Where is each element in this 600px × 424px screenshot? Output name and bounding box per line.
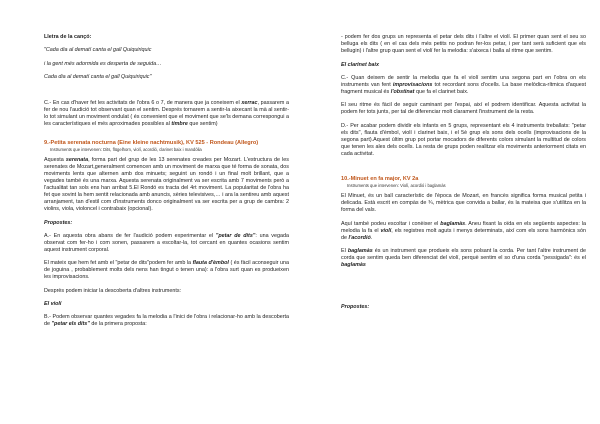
text-run: tot recordant sons d'ocells. La base melòdica-rítmica d'aquest fragment musical és xyxy=(341,81,586,95)
lyrics-line: i la gent més adormida es desperta de seguida… xyxy=(44,60,162,67)
text-run: C.- Quan deixem de sentir la melodia que fa el violí sentim una segona part en l'obra on els instruments van fent xyxy=(341,74,586,88)
term-petar-de-dits: "petar de dits" xyxy=(215,232,256,239)
term-obstinat: l'obstinat xyxy=(390,88,415,95)
lyrics-title: Lletra de la cançó: xyxy=(44,34,92,40)
bass-clarinet-label: El clarinet baix xyxy=(341,61,380,68)
term-baglamas: baglamàs xyxy=(341,262,366,269)
term-baglamas: baglamàs xyxy=(347,248,373,255)
flute-paragraph xyxy=(44,260,289,281)
text-run: de la primera proposta: xyxy=(89,321,147,328)
section-10-heading: 10.-Minuet en fa major, KV 2a xyxy=(341,176,419,182)
text-run: . Aneu fixant la oïda en els següents aspectes: la melodia la fa el xyxy=(341,220,586,234)
text-run: Aquesta xyxy=(44,157,66,164)
section-9-heading: 9.-Petita serenata nocturna (Eine kleine nachtmusik), KV 525 - Rondeau (Allegro) xyxy=(44,140,259,146)
text-run: ( és fàcil aconseguir una de joguina , probablement molts dels nens han tingut o tenen una): a l'obra surt quan es produeixen les improvisacions. xyxy=(44,260,289,281)
term-improvisacions: improvisacions xyxy=(392,81,433,88)
text-run: que fa el clarinet baix. xyxy=(414,88,469,95)
text-run: . xyxy=(370,234,373,241)
discovery-text: Desprès podem iniciar la descoberta d'altres instruments: xyxy=(44,287,182,294)
term-flauta-embol: flauta d'èmbol xyxy=(192,260,229,267)
minuet-paragraph: El Minuet, és un ball característic de l'època de Mozart, en francès significa forma musical petita i delicada. Està escrit en compàs de ¾, mètrica que convida a ballar, és la mateixa que s'utilitza en la forma del vals. xyxy=(341,193,586,214)
lyrics-line: Cada dia al dematí canta el gall Quiquiriquic" xyxy=(44,74,152,80)
term-xerrac: xerrac xyxy=(241,99,258,106)
text-run: El xyxy=(341,248,348,255)
proposal-c xyxy=(341,75,586,96)
proposal-b xyxy=(44,314,289,328)
term-serenata: serenata xyxy=(65,157,89,164)
text-run: , passarem a fer de nou l'audició tot observant quan el sentim. Després tornarem a sentir-la aixecant la mà al sentir-lo tot simulant un moviment ondulat ( és convenient que el moviment que se'ls demana correspongui a les característiques el més aproximades possibles al xyxy=(44,99,289,127)
violin-label: El violí xyxy=(44,301,62,308)
term-violi: violí xyxy=(380,227,392,234)
proposal-a xyxy=(44,233,289,254)
text-run: és un instrument que produeix els sons polsant la corda. Per tant l'altre instrument de corda que sentim queda ben diferenciat del violí, perquè sentim el so d'una corda "pessigada": és el xyxy=(341,248,586,262)
section-9-instruments: Instruments que intervenen: Dits, flügelhorn, violí, acordió, clarinet baix i mandòlia xyxy=(50,147,202,152)
text-run: El mateix que hem fet amb el "petar de dits"podem fer amb la xyxy=(44,260,193,267)
text-run: B.- Podem observar quantes vegades fa la melodia a l'inici de l'obra i relacionar-ho amb la descoberta de xyxy=(44,314,289,328)
text-run: C.- En cas d'haver fet les activitats de l'obra 6 o 7, de manera que ja coneixem el xyxy=(44,99,242,106)
lyrics-line: "Cada dia al dematí canta el gall Quiquiriquic xyxy=(44,47,152,53)
term-petar-els-dits: "petar els dits" xyxy=(51,321,90,328)
text-run: A.- En aquesta obra abans de fer l'audició podem experimentar el xyxy=(44,232,216,239)
right-column xyxy=(341,34,586,317)
text-run: que sentim) xyxy=(187,120,218,127)
rhythm-text: El seu ritme és fàcil de seguir caminant per l'espai, així el podrem identificar. Aquesta activitat la podem fer tots junts, per tal de diferenciar molt clarament l'instrument de la resta. xyxy=(341,102,586,115)
term-timbre: timbre xyxy=(171,120,188,127)
term-baglamas: baglamàs xyxy=(440,220,466,227)
baglamas-description xyxy=(341,248,586,269)
text-run: , els registres molt aguts i menys determinats, així com els sons harmònics són de xyxy=(341,227,586,241)
proposals-label: Propostes: xyxy=(44,219,73,226)
proposals-label-right: Propostes: xyxy=(341,303,370,310)
term-acordio: l'acordió xyxy=(348,234,371,241)
baglamas-intro xyxy=(341,221,586,242)
proposal-d: D.- Per acabar podem dividir els infants en 5 grups, representant els 4 instruments treballats: "petar els dits", flauta d'èmbol, violí i clarinet baix, i el 5è grup els sons dels ocells (improvisacions de la segona part).Aquest últim grup pot portar mocadors de diferents colors simulant la multitud de colors que tenen les ales dels ocells. La resta de grups poden realitzar els moviments anteriorment citats en cada activitat. xyxy=(341,122,586,157)
section-10-instruments: Instruments que intervenen: Violí, acordió i baglamàs xyxy=(347,183,446,188)
paragraph-c xyxy=(44,100,289,128)
serenata-paragraph xyxy=(44,157,289,213)
left-column xyxy=(44,34,289,335)
text-run: Aquí també podeu escoltar i conèixer el xyxy=(341,220,441,227)
text-run: , forma part del grup de les 13 serenates creades per Mozart. L'estructura de les serenates de Mozart,generalment comencen amb un moviment de marxa que té forma de sonata, dos moviments lents que alternen amb dos minuets; seguint un rondó i un final molt brillant, que a vegades també és una marxa. Aquesta serenata originalment va ser escrita amb 7 moviments però a l'actualitat tan sols ens han arribat 5.El Rondó es tracta del 4rt moviment. La popularitat de l'obra ha fet que sovint la hem sentit relacionada amb anuncis, sèries televisives,… i ara la sentireu amb aquest arranjament, tan d'estil com d'instruments donco originalment va ser escrita per a grup de cambra: 2 violins, viola, violoncel i contrabaix (opcional). xyxy=(44,157,289,213)
intro-text: - podem fer dos grups un representa el petar dels dits i l'altre el violí. El primer quan sent el seu so belluga els dits ( en el cas dels més petits no podran fer-los petar, i per tant serà suficient que els bellugin) i l'altre grup quan sent el violí fer la melodia: s'aixeca i balla al ritme que sentim. xyxy=(341,34,586,54)
text-run: : una vegada observat com fer-ho i com sonen, passarem a escoltar-la, tot cercant en quantes ocasions sentim aquest instrument corporal. xyxy=(44,232,289,253)
